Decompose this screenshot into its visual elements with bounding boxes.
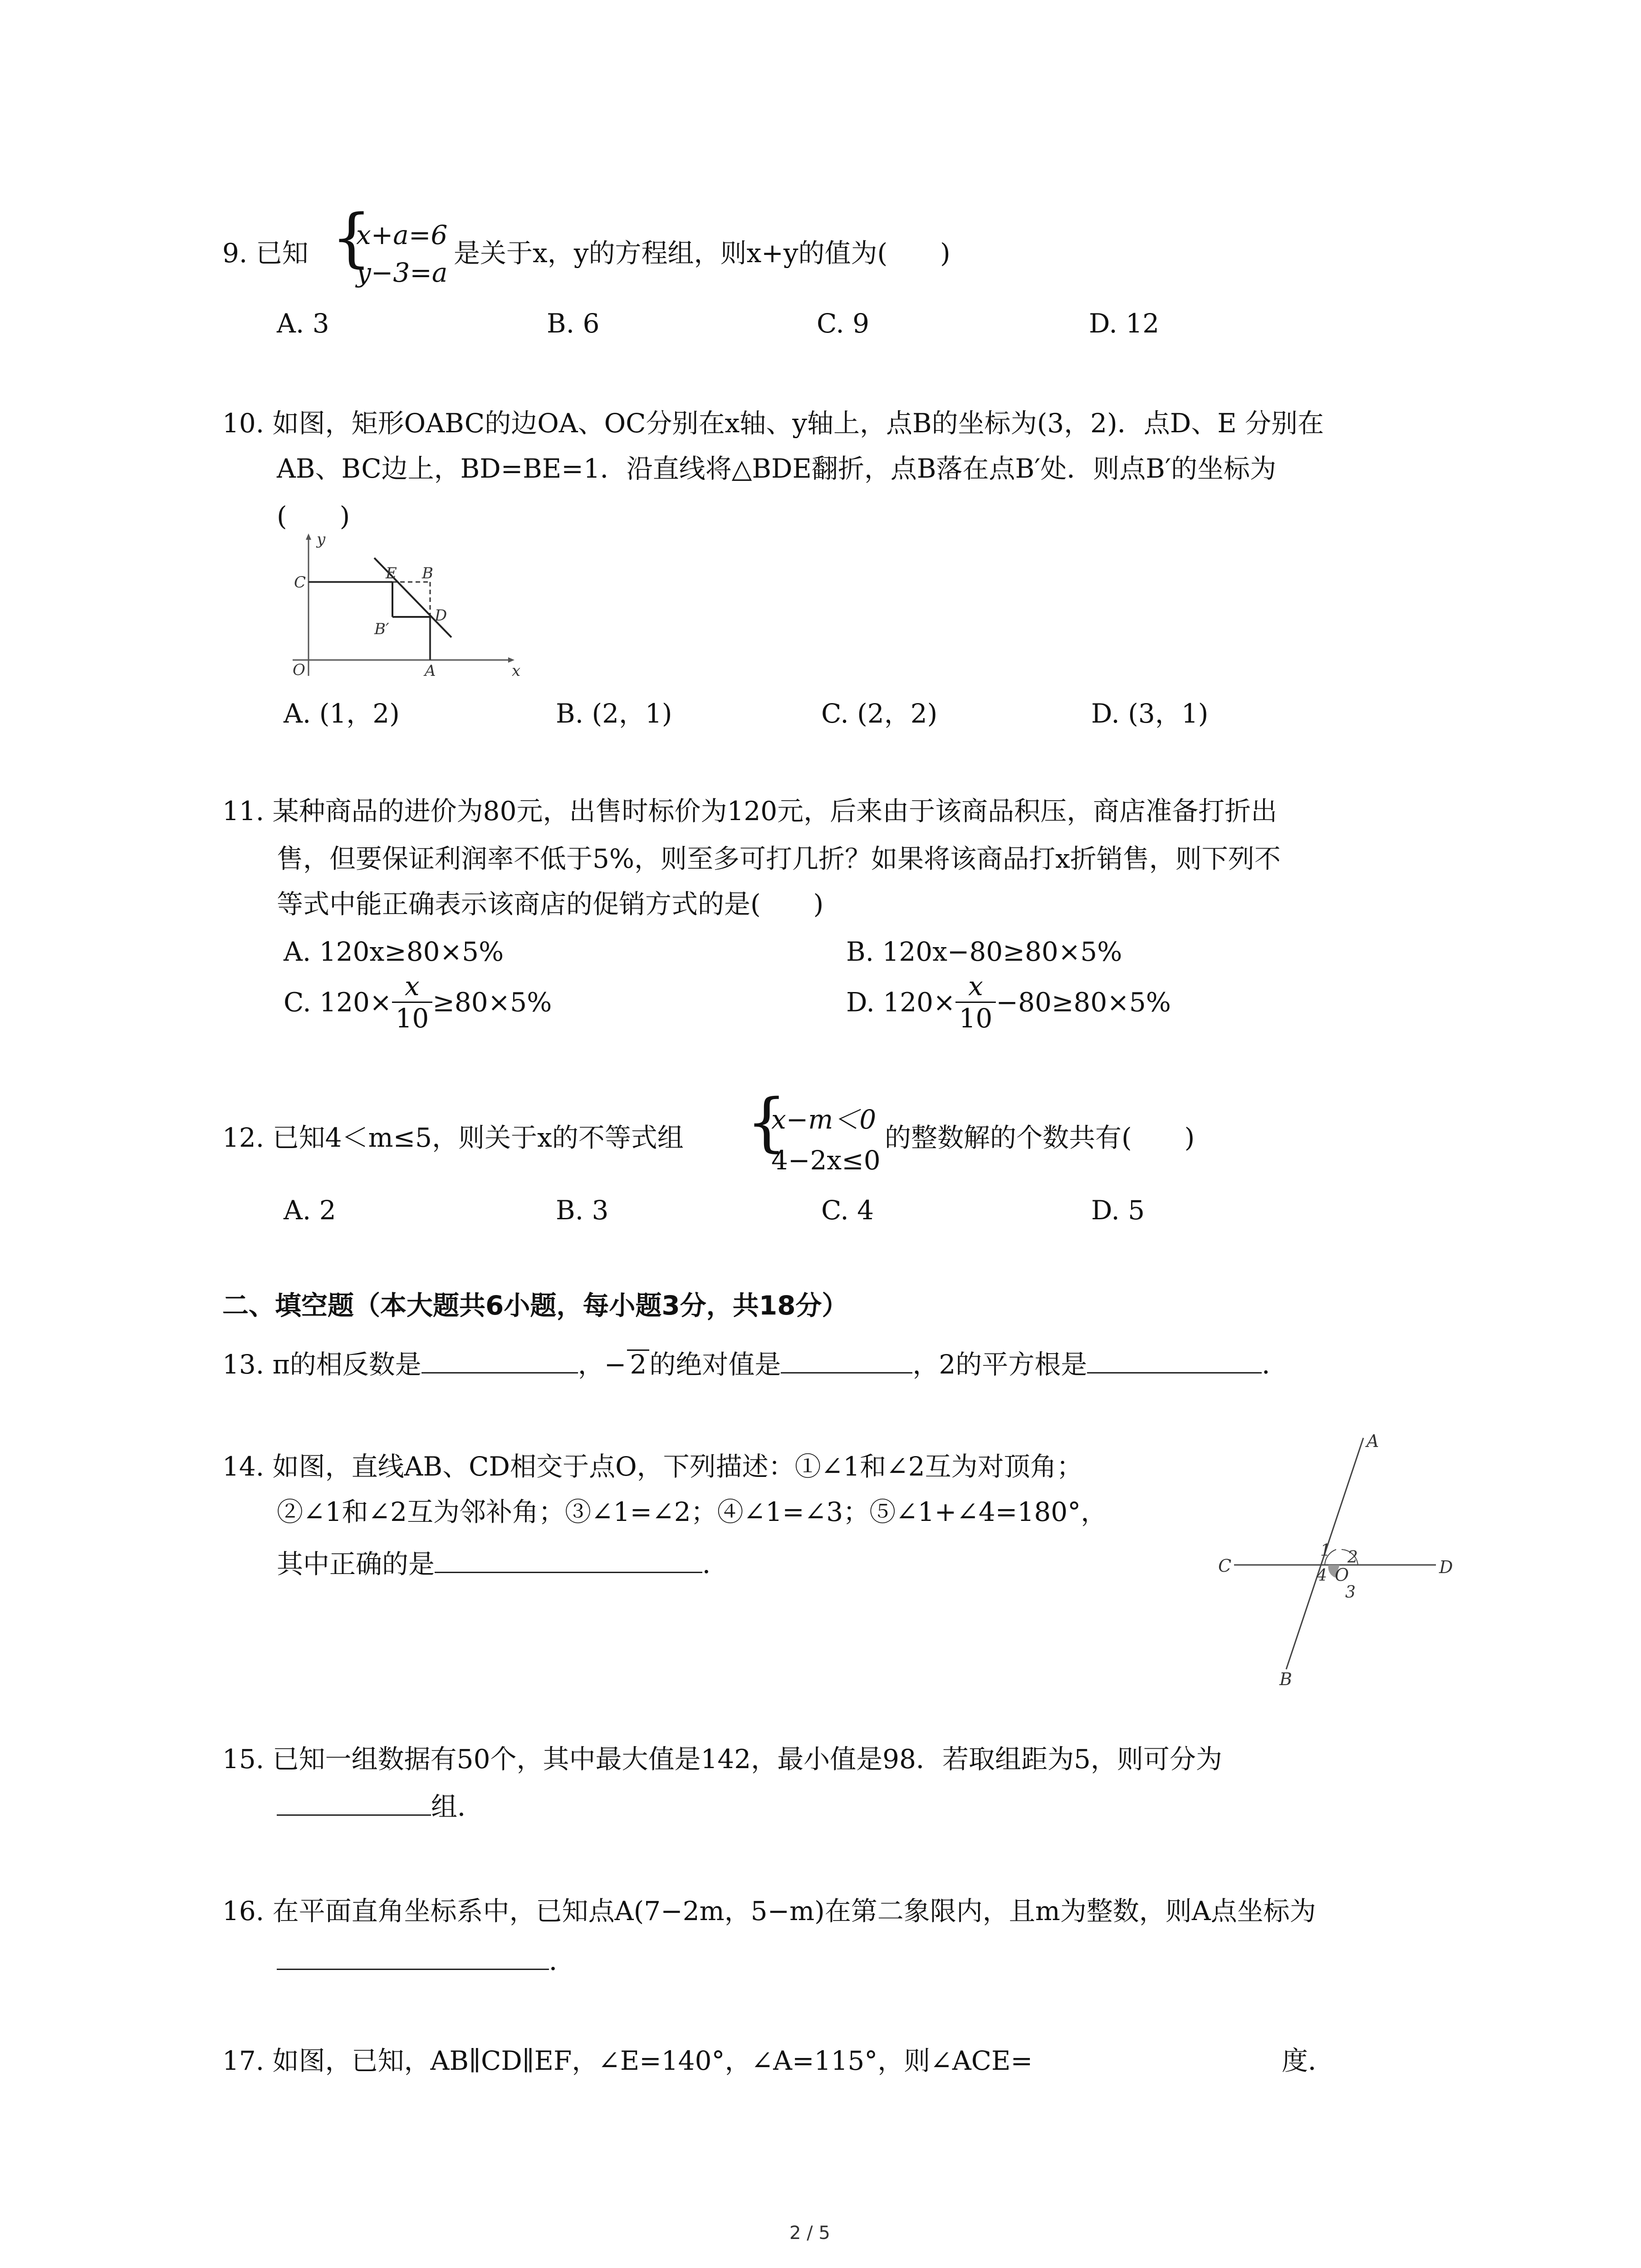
q12-option-b: B. 3 xyxy=(556,1195,609,1226)
q14-label-a: A xyxy=(1367,1431,1379,1451)
q11-option-c-fraction xyxy=(392,971,433,1034)
q15-line2 xyxy=(277,1787,484,1824)
q14-label-o: O xyxy=(1335,1565,1349,1585)
q10-label-y: y xyxy=(317,531,326,548)
q11-option-d xyxy=(846,971,1171,1034)
q9-prefix: 9. 已知 xyxy=(222,238,309,269)
q9-suffix: 是关于x，y的方程组，则x+y的值为( ) xyxy=(454,238,950,269)
q16-line1: 16. 在平面直角坐标系中，已知点A(7−2m，5−m)在第二象限内，且m为整数，则A点坐标为 xyxy=(222,1896,1316,1926)
q12-option-d: D. 5 xyxy=(1091,1195,1145,1226)
q9-eq2: y−3=a xyxy=(356,257,448,288)
q11-option-b: B. 120x−80≥80×5% xyxy=(846,936,1122,967)
q13-part5: ． xyxy=(1262,1349,1288,1380)
q12-prefix: 12. 已知4＜m≤5，则关于x的不等式组 xyxy=(222,1122,684,1153)
q15-blank[interactable] xyxy=(277,1787,431,1816)
q9-option-a: A. 3 xyxy=(277,308,329,339)
q14-label-d: D xyxy=(1439,1557,1453,1577)
q13-part2: ，− xyxy=(578,1349,627,1380)
q11-option-c-post: ≥80×5% xyxy=(432,987,552,1018)
q10-option-c: C. (2，2) xyxy=(821,698,938,729)
q13-line xyxy=(222,1345,1288,1382)
q10-line1: 10. 如图，矩形OABC的边OA、OC分别在x轴、y轴上，点B的坐标为(3，2)．点D、E 分别在 xyxy=(222,408,1324,439)
q14-line3 xyxy=(277,1545,729,1581)
q11-line2: 售，但要保证利润率不低于5%，则至多可打几折？如果将该商品打x折销售，则下列不 xyxy=(277,843,1281,874)
q15-line2-end: 组． xyxy=(431,1791,484,1822)
q9-brace: { xyxy=(331,201,372,275)
q11-option-a: A. 120x≥80×5% xyxy=(284,936,504,967)
q10-line2: AB、BC边上，BD=BE=1．沿直线将△BDE翻折，点B落在点B′处．则点B′的坐标为 xyxy=(277,453,1277,484)
q13-sqrt xyxy=(627,1349,649,1378)
q10-label-d: D xyxy=(435,606,447,625)
q11-option-d-pre: D. 120× xyxy=(846,987,955,1018)
q10-figure xyxy=(272,531,526,685)
q10-label-bprime: B′ xyxy=(374,620,389,638)
q12-suffix: 的整数解的个数共有( ) xyxy=(885,1122,1195,1153)
q13-blank-1[interactable] xyxy=(421,1345,578,1374)
q9-option-c: C. 9 xyxy=(817,308,870,339)
q11-option-d-denominator: 10 xyxy=(959,1003,993,1034)
q16-line2-end: ． xyxy=(549,1945,576,1976)
q11-option-c-denominator: 10 xyxy=(395,1003,429,1034)
q16-line2 xyxy=(277,1941,575,1978)
q17-line1-end: 度． xyxy=(1282,2045,1335,2076)
q14-line3-text: 其中正确的是 xyxy=(277,1549,435,1579)
q10-option-a: A. (1，2) xyxy=(284,698,400,729)
q13-sqrt-value: 2 xyxy=(630,1349,647,1380)
q11-line1: 11. 某种商品的进价为80元，出售时标价为120元，后来由于该商品积压，商店准备打折出 xyxy=(222,796,1278,826)
q10-option-b: B. (2，1) xyxy=(556,698,672,729)
q14-label-3: 3 xyxy=(1345,1583,1356,1602)
q14-label-b: B xyxy=(1279,1669,1292,1689)
q11-option-c xyxy=(284,971,552,1034)
q14-label-2: 2 xyxy=(1347,1548,1358,1567)
q13-blank-2[interactable] xyxy=(781,1345,912,1374)
q11-option-c-pre: C. 120× xyxy=(284,987,392,1018)
q10-label-o: O xyxy=(293,661,305,679)
q14-line3-end: ． xyxy=(702,1549,729,1579)
q12-ineq2: 4−2x≤0 xyxy=(771,1145,881,1176)
q14-figure xyxy=(1207,1429,1461,1692)
q10-label-x: x xyxy=(512,662,521,680)
q10-option-d: D. (3，1) xyxy=(1091,698,1209,729)
q13-part3: 的绝对值是 xyxy=(649,1349,781,1380)
q10-label-c: C xyxy=(294,573,306,591)
q11-option-d-numerator: x xyxy=(955,971,996,1003)
q10-line3: ( ) xyxy=(277,501,350,532)
q14-line2: ②∠1和∠2互为邻补角；③∠1=∠2；④∠1=∠3；⑤∠1+∠4=180°， xyxy=(277,1496,1107,1527)
q11-line3: 等式中能正确表示该商店的促销方式的是( ) xyxy=(277,889,824,919)
page-footer: 2 / 5 xyxy=(789,2223,830,2244)
q10-label-a: A xyxy=(425,662,436,680)
q14-label-4: 4 xyxy=(1317,1566,1327,1585)
q17-line1: 17. 如图，已知，AB∥CD∥EF，∠E=140°，∠A=115°，则∠ACE= xyxy=(222,2045,1033,2076)
q15-line1: 15. 已知一组数据有50个，其中最大值是142，最小值是98．若取组距为5，则可分为 xyxy=(222,1744,1222,1774)
q14-blank[interactable] xyxy=(435,1545,702,1573)
q17-blank-area[interactable] xyxy=(1107,2043,1279,2078)
q11-option-c-numerator: x xyxy=(392,971,433,1003)
q16-blank[interactable] xyxy=(277,1941,549,1970)
q13-part4: ，2的平方根是 xyxy=(912,1349,1087,1380)
section-title: 二、填空题（本大题共6小题，每小题3分，共18分） xyxy=(222,1290,848,1321)
q12-ineq1: x−m＜0 xyxy=(771,1104,877,1135)
q13-part1: 13. π的相反数是 xyxy=(222,1349,421,1380)
q11-option-d-post: −80≥80×5% xyxy=(996,987,1171,1018)
q12-option-c: C. 4 xyxy=(821,1195,874,1226)
q9-option-d: D. 12 xyxy=(1089,308,1160,339)
q11-option-d-fraction xyxy=(955,971,996,1034)
q14-label-1: 1 xyxy=(1320,1541,1331,1560)
q12-brace: { xyxy=(746,1085,787,1159)
q9-eq1: x+a=6 xyxy=(356,220,448,250)
q13-blank-3[interactable] xyxy=(1087,1345,1262,1374)
q10-label-e: E xyxy=(386,564,397,582)
q12-option-a: A. 2 xyxy=(284,1195,336,1226)
q9-option-b: B. 6 xyxy=(547,308,600,339)
q14-line1: 14. 如图，直线AB、CD相交于点O，下列描述：①∠1和∠2互为对顶角； xyxy=(222,1451,1083,1482)
q14-label-c: C xyxy=(1218,1556,1232,1576)
q10-label-b: B xyxy=(422,564,433,582)
